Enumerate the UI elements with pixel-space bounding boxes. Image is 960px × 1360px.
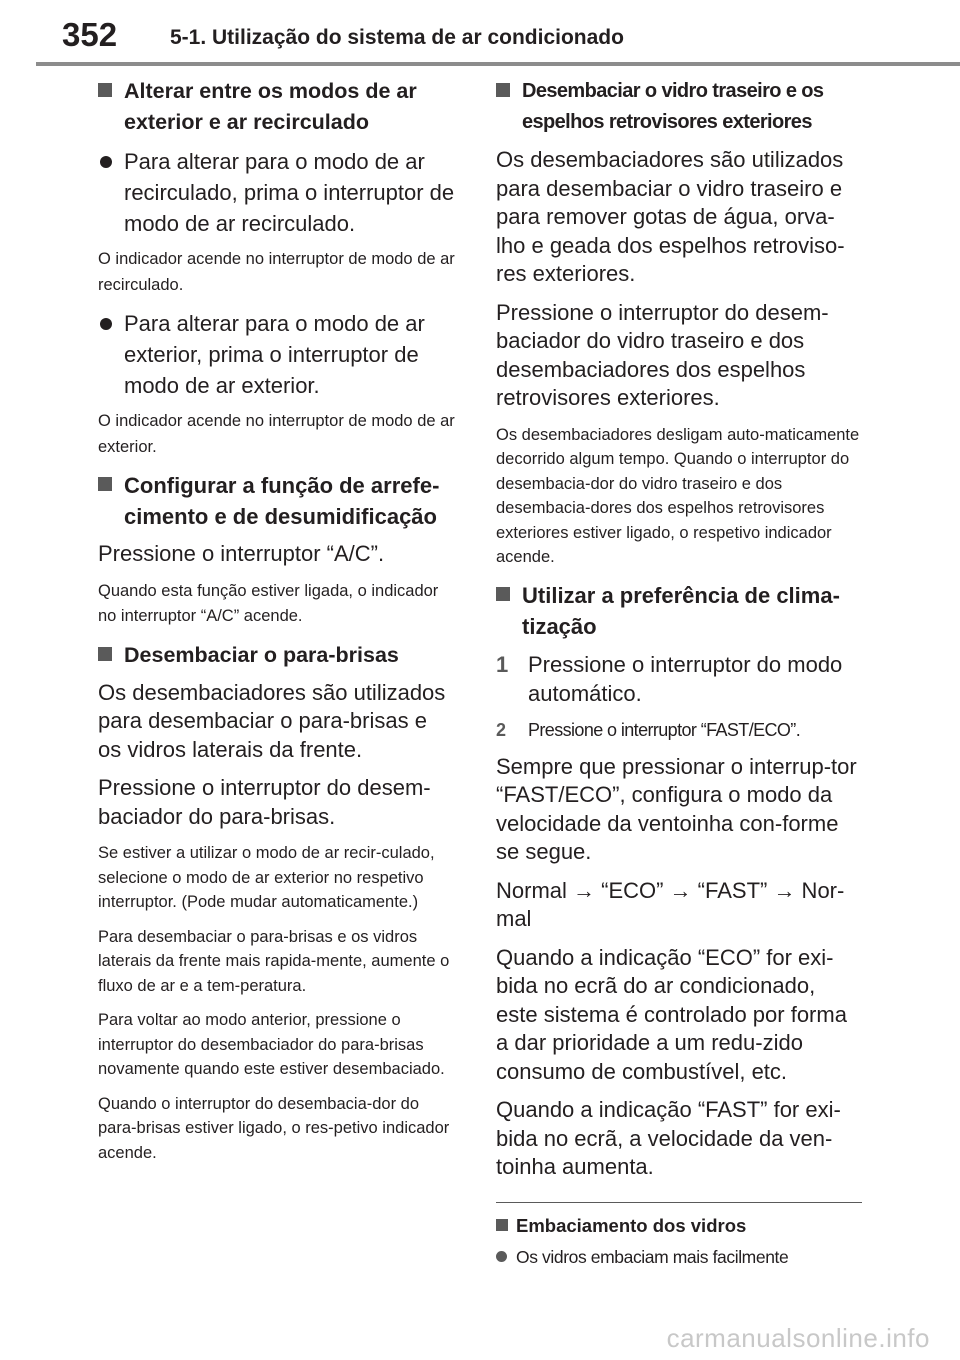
section-heading-air-mode: Alterar entre os modos de ar exterior e ar recirculado: [98, 76, 456, 138]
paragraph-rear-switch: Pressione o interruptor do desem-baciador do vidro traseiro e dos desembaciadores dos espelhos retrovisores exteriores.: [496, 299, 829, 410]
paragraph-rear-defrosters: Os desembaciadores são utilizados para desembaciar o vidro traseiro e para remover gotas de água, orva-lho e geada dos espelhos retroviso-res exteriores.: [496, 147, 845, 286]
square-bullet-icon: [496, 83, 510, 97]
square-bullet-icon: [98, 477, 112, 491]
square-bullet-icon: [98, 647, 112, 661]
paragraph-eco-indication: Quando a indicação “ECO” for exi-bida no ecrã do ar condicionado, este sistema é controlado por forma a dar prioridade a um redu-zido consumo de combustível, etc.: [496, 944, 847, 1084]
chapter-title: 5-1. Utilização do sistema de ar condicionado: [170, 26, 624, 49]
right-column: [496, 76, 862, 1269]
step-2: 2 Pressione o interruptor “FAST/ECO”.: [496, 716, 862, 745]
bullet-exterior: Para alterar para o modo de ar exterior, prima o interruptor de modo de ar exterior.: [98, 308, 456, 401]
bullet-dot-icon: [100, 156, 112, 168]
paragraph-defrosters: Os desembaciadores são utilizados para desembaciar o para-brisas e os vidros laterais da frente.: [98, 679, 446, 762]
note-recirculated-mode: Se estiver a utilizar o modo de ar recir-culado, selecione o modo de ar exterior no respetivo interruptor. (Pode mudar automaticamente.): [98, 844, 435, 911]
note-heading-fogging: Embaciamento dos vidros: [496, 1213, 862, 1239]
page-number: 352: [62, 16, 118, 53]
page-header: [0, 0, 960, 66]
note-divider: [496, 1202, 862, 1203]
note-ac-indicator: Quando esta função estiver ligada, o indicador no interruptor “A/C” acende.: [98, 581, 439, 625]
note-auto-off: Os desembaciadores desligam auto-maticamente decorrido algum tempo. Quando o interruptor do desembacia-dor do vidro traseiro e dos desembacia-dores dos espelhos retrovisores exteriores estiver ligado, o respetivo indicador acende.: [496, 425, 860, 566]
bullet-dot-icon: [100, 318, 112, 330]
bullet-dot-icon: [496, 1251, 507, 1262]
note-exterior-indicator: O indicador acende no interruptor de modo de ar exterior.: [98, 412, 455, 456]
paragraph-mode-sequence: Normal → “ECO” → “FAST” → Nor-mal: [496, 877, 845, 931]
note-windshield-indicator: Quando o interruptor do desembacia-dor do para-brisas estiver ligado, o res-petivo indicador acende.: [98, 1094, 450, 1162]
watermark: carmanualsonline.info: [666, 1323, 930, 1353]
section-heading-windshield: Desembaciar o para-brisas: [98, 640, 456, 671]
paragraph-fast-eco: Sempre que pressionar o interrup-tor “FAST/ECO”, configura o modo da velocidade da ventoinha con-forme se segue.: [496, 753, 857, 864]
note-faster-defrost: Para desembaciar o para-brisas e os vidros laterais da frente mais rapida-mente, aumente o fluxo de ar e a tem-peratura.: [98, 927, 450, 995]
square-bullet-icon: [98, 83, 112, 97]
paragraph-ac-switch: Pressione o interruptor “A/C”.: [98, 541, 385, 566]
square-bullet-icon: [496, 1219, 508, 1231]
note-bullet-fogging: Os vidros embaciam mais facilmente: [496, 1245, 862, 1269]
paragraph-fast-indication: Quando a indicação “FAST” for exi-bida no ecrã, a velocidade da ven-toinha aumenta.: [496, 1097, 841, 1179]
section-heading-rear-window: Desembaciar o vidro traseiro e os espelhos retrovisores exteriores: [496, 76, 862, 138]
note-return-previous: Para voltar ao modo anterior, pressione o interruptor do desembaciador do para-brisas novamente quando este estiver desembaciado.: [98, 1011, 445, 1078]
square-bullet-icon: [496, 587, 510, 601]
step-number: 2: [496, 719, 506, 740]
step-1: 1 Pressione o interruptor do modo automático.: [496, 651, 843, 706]
header-rule: [36, 62, 960, 66]
step-number: 1: [496, 651, 509, 677]
paragraph-windshield-switch: Pressione o interruptor do desem-baciador do para-brisas.: [98, 775, 431, 829]
left-column: [98, 76, 456, 1175]
section-heading-climate-preference: Utilizar a preferência de clima-tização: [496, 580, 862, 642]
section-heading-cooling: Configurar a função de arrefe-cimento e de desumidificação: [98, 470, 456, 532]
note-recirculated-indicator: O indicador acende no interruptor de modo de ar recirculado.: [98, 250, 455, 294]
bullet-recirculated: Para alterar para o modo de ar recirculado, prima o interruptor de modo de ar recirculado.: [98, 146, 456, 239]
